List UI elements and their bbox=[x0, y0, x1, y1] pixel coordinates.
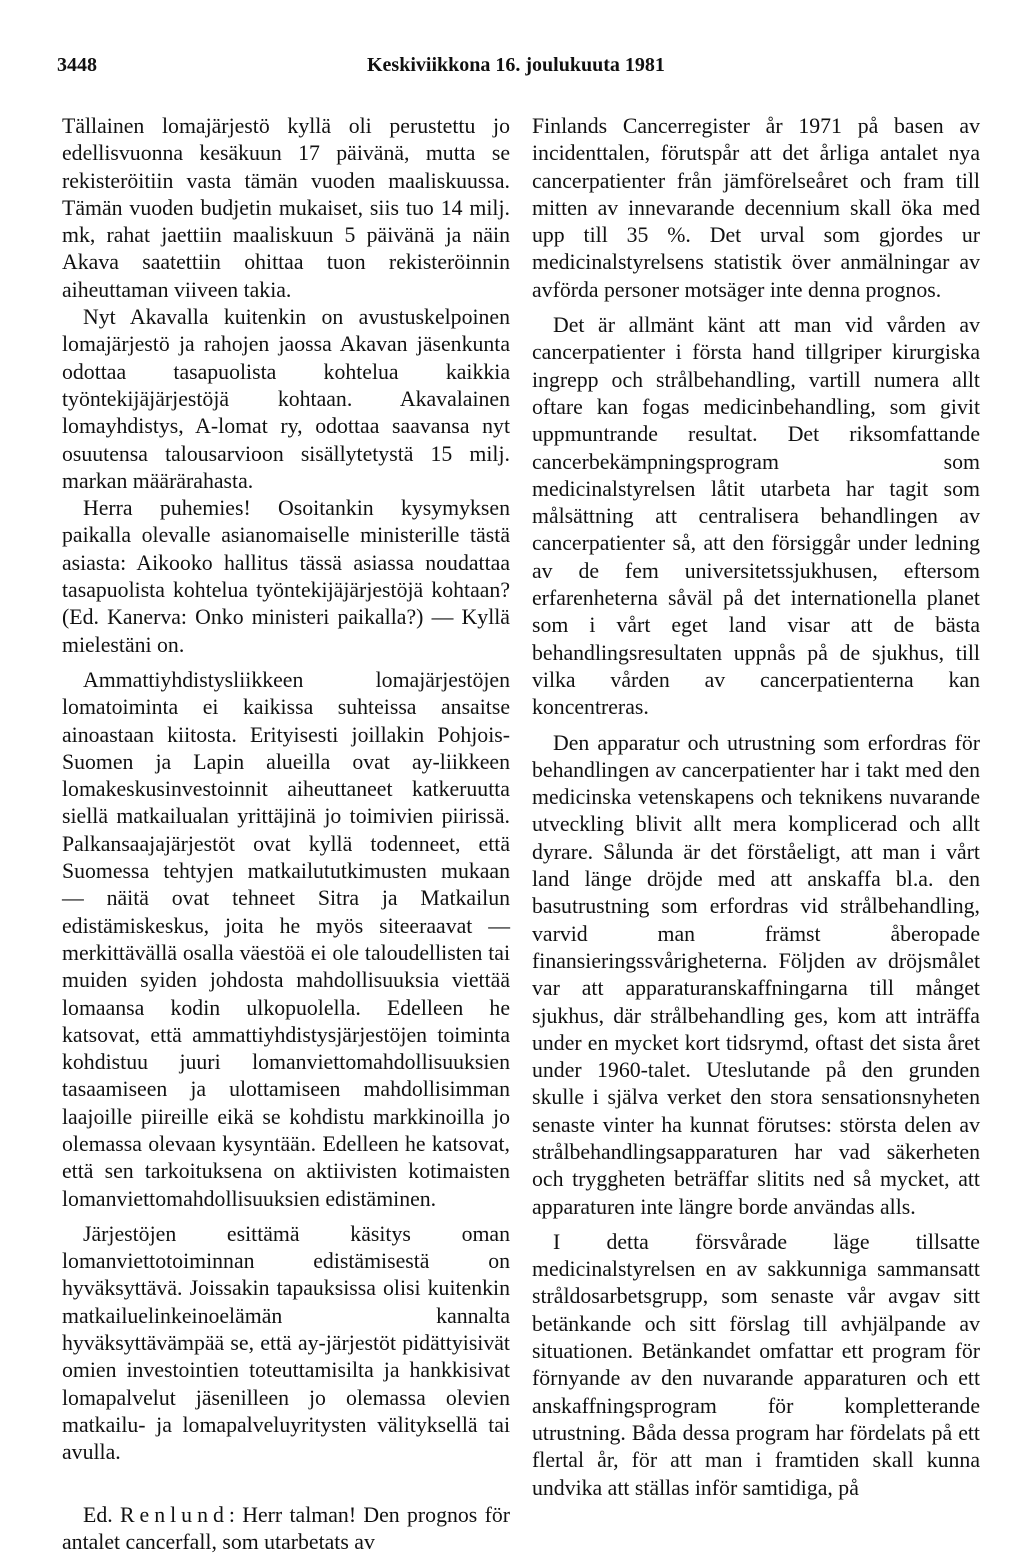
paragraph: Tällainen lomajärjestö kyllä oli perustettu jo edellisvuonna kesäkuun 17 päivänä, mutta se rekisteröitiin vasta tämän vuoden maaliskuussa. Tämän vuoden budjetin mukaiset, siis tuo 14 milj. mk, rahat jaettiin maaliskuun 5 päivänä ja näin Akava saatettiin ohittaa tuon rekisteröinnin aiheuttaman viiveen takia. bbox=[62, 114, 510, 302]
speaker-prefix: Ed. bbox=[83, 1502, 113, 1527]
speaker-name: Renlund bbox=[120, 1502, 229, 1527]
paragraph: Ammattiyhdistysliikkeen lomajärjestöjen lomatoiminta ei kaikissa suhteissa ansaitse ainoastaan kiitosta. Erityisesti joillakin Pohjois-Suomen ja Lapin alueilla ovat ay-liikkeen lomakeskusinvestoinnit aiheuttaneet katkeruutta siellä matkailualan yrittäjinä jo toimivien piirissä. Palkansaajajärjestöt ovat kyllä todenneet, että Suomessa tehtyjen matkailututkimusten mukaan — näitä ovat tehneet Sitra ja Matkailun edistämiskeskus, joita he myös siteeraavat — merkittävällä osalla väestöä ei ole taloudellisten tai muiden syiden johdosta mahdollisuuksia viettää lomaansa kodin ulkopuolella. Edelleen he katsovat, että ammattiyhdistysjärjestöjen toiminta kohdistuu juuri lomanviettomahdollisuuksien tasaamiseen ja ulottamiseen mahdollisimman laajoille piireille eikä se kohdistu markkinoilla jo olemassa olevaan kysyntään. Edelleen he katsovat, että sen tarkoituksena on aktiivisten kotimaisten lomanviettomahdollisuuksien edistäminen. bbox=[62, 667, 510, 1211]
page-number: 3448 bbox=[57, 54, 97, 76]
header-date: Keskiviikkona 16. joulukuuta 1981 bbox=[367, 54, 665, 76]
paragraph: Herra puhemies! Osoitankin kysymyksen paikalla olevalle asianomaiselle ministerille tästä asiasta: Aikooko hallitus tässä asiassa noudattaa tasapuolista kohtelua työntekijäjärjestöjä kohtaan? (Ed. Kanerva: Onko ministeri paikalla?) — Kyllä mielestäni on. bbox=[62, 496, 510, 657]
speaker-paragraph bbox=[62, 1502, 510, 1556]
right-column bbox=[532, 113, 980, 1502]
paragraph: Nyt Akavalla kuitenkin on avustuskelpoinen lomajärjestö ja rahojen jaossa Akavan jäsenkunta odottaa tasapuolista kohtelua kaikkia työntekijäjärjestöjä kohtaan. Akavalainen lomayhdistys, A-lomat ry, odottaa saavansa nyt osuutensa talousarvioon sisällytetystä 15 milj. markan määrärahasta. bbox=[62, 305, 510, 493]
left-column bbox=[62, 113, 510, 1556]
paragraph: Det är allmänt känt att man vid vården av cancerpatienter i första hand tillgriper kirurgiska ingrepp och strålbehandling, vartill numera allt oftare kan fogas medicinbehandling, som givit uppmuntrande resultat. Det riksomfattande cancerbekämpningsprogram som medicinalstyrelsen låtit utarbeta har tagit som målsättning att centralisera behandlingen av cancerpatienter så, att den försiggår under ledning av de fem universitetssjukhusen, eftersom erfarenheterna såväl på det internationella planet som i vårt eget land visar att de bästa behandlingsresultaten uppnås på de sjukhus, till vilka vården av cancerpatienterna kan koncentreras. bbox=[532, 313, 980, 720]
paragraph: I detta försvårade läge tillsatte medicinalstyrelsen en av sakkunniga sammansatt stråldosarbetsgrupp, som senaste vår avgav sitt betänkande och sitt förslag till avhjälpande av situationen. Betänkandet omfattar ett program för förnyande av den nuvarande apparaturen och ett anskaffningsprogram för kompletterande utrustning. Båda dessa program har fördelats på ett flertal år, för att man i framtiden skall kunna undvika att ställas inför samtidiga, på bbox=[532, 1229, 980, 1500]
running-header bbox=[57, 54, 983, 84]
speaker-text: : Herr talman! Den prognos för antalet cancerfall, som utarbetats av bbox=[62, 1502, 510, 1554]
paragraph: Järjestöjen esittämä käsitys oman lomanviettotoiminnan edistämisestä on hyväksyttävä. Joissakin tapauksissa olisi kuitenkin matkailuelinkeinoelämän kannalta hyväksyttävämpää se, että ay-järjestöt pidättyisivät omien investointien toteuttamisilta ja hankkisivat lomapalvelut jäsenilleen jo olemassa olevien matkailu- ja lomapalveluyritysten välityksellä tai avulla. bbox=[62, 1221, 510, 1465]
paragraph: Finlands Cancerregister år 1971 på basen av incidenttalen, förutspår att det årliga antalet nya cancerpatienter från jämförelseåret och fram till mitten av innevarande decennium skall öka med upp till 35 %. Det urval som gjordes ur medicinalstyrelsens statistik över anmälningar av avförda personer motsäger inte denna prognos. bbox=[532, 114, 980, 302]
paragraph: Den apparatur och utrustning som erfordras för behandlingen av cancerpatienter har i takt med den medicinska vetenskapens och teknikens nuvarande utveckling blivit allt mera komplicerad och allt dyrare. Sålunda är det förståeligt, att man i vårt land länge dröjde med att anskaffa bl.a. den basutrustning som erfordras vid strålbehandling, varvid man främst åberopade finansieringssvårigheterna. Följden av dröjsmålet var att apparaturanskaffningarna till månget sjukhus, där strålbehandling ges, kom att inträffa under en mycket kort tidsrymd, oftast det sista året under 1960-talet. Uteslutande på den grunden skulle i själva verket den stora sensationsnyheten senaste vinter ha kunnat förutses: största delen av strålbehandlingsapparaturen har vad säkerheten och tryggheten beträffar slitits ned så mycket, att apparaturen inte längre borde användas alls. bbox=[532, 730, 980, 1219]
